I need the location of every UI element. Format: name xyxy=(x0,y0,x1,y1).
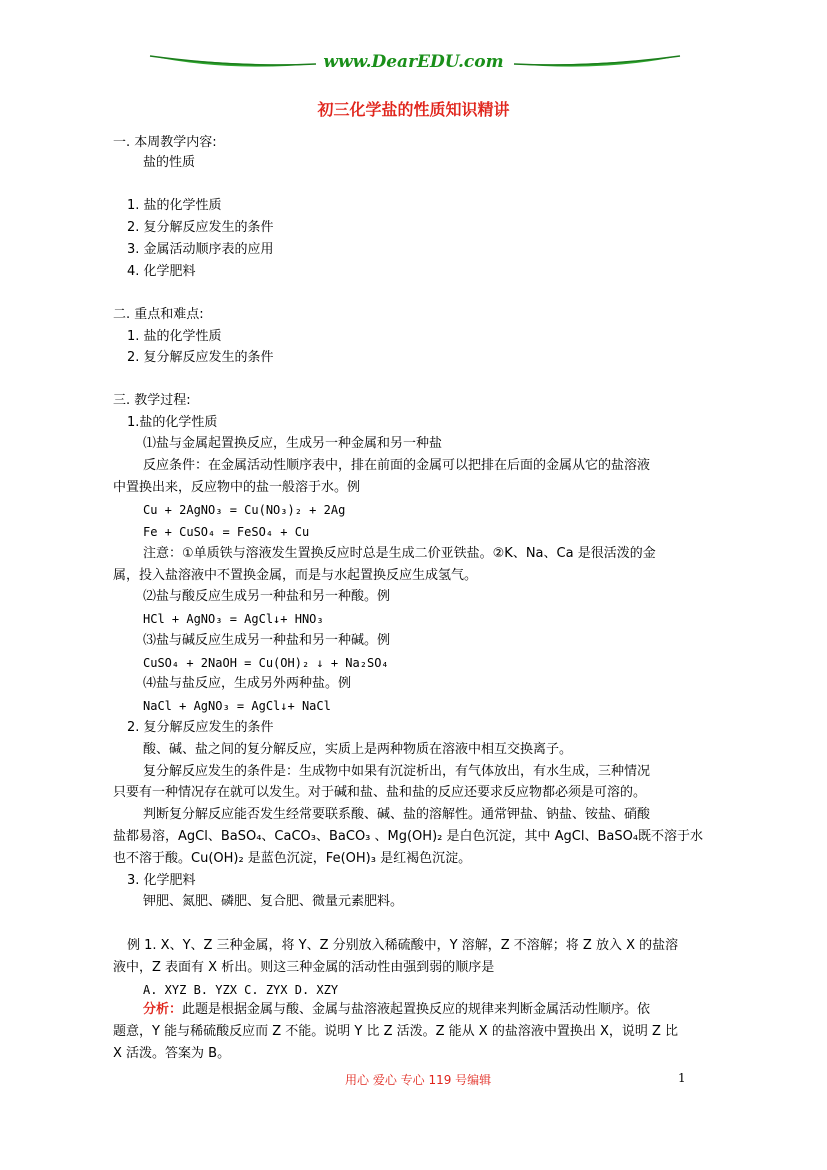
paragraph: ⑷盐与盐反应，生成另外两种盐。例 xyxy=(143,676,352,691)
paragraph: 反应条件：在金属活动性顺序表中，排在前面的金属可以把排在后面的金属从它的盐溶液 xyxy=(143,458,651,473)
subsection-title: 2. 复分解反应发生的条件 xyxy=(127,720,274,735)
paragraph: 只要有一种情况存在就可以发生。对于碱和盐、盐和盐的反应还要求反应物都必须是可溶的。 xyxy=(113,785,647,800)
section-1-heading: 一. 本周教学内容: xyxy=(113,135,217,150)
paragraph: 属，投入盐溶液中不置换金属，而是与水起置换反应生成氢气。 xyxy=(113,568,478,583)
paragraph: 判断复分解反应能否发生经常要联系酸、碱、盐的溶解性。通常钾盐、钠盐、铵盐、硝酸 xyxy=(143,807,651,822)
subsection-title: 3. 化学肥料 xyxy=(127,873,196,888)
example-question: 例 1. X、Y、Z 三种金属，将 Y、Z 分别放入稀硫酸中，Y 溶解，Z 不溶解；将 Z 放入 X 的盐溶 xyxy=(127,938,679,953)
equation: Cu + 2AgNO₃ = Cu(NO₃)₂ + 2Ag xyxy=(143,503,346,517)
list-item: 2. 复分解反应发生的条件 xyxy=(127,350,274,365)
footer-text: 用心 爱心 专心 119 号编辑 xyxy=(345,1073,492,1087)
list-item: 1. 盐的化学性质 xyxy=(127,198,222,213)
list-item: 1. 盐的化学性质 xyxy=(127,329,222,344)
analysis-label: 分析： xyxy=(143,1002,183,1017)
equation: Fe + CuSO₄ = FeSO₄ + Cu xyxy=(143,525,310,539)
page-title: 初三化学盐的性质知识精讲 xyxy=(317,100,510,119)
paragraph: 复分解反应发生的条件是：生成物中如果有沉淀析出，有气体放出，有水生成，三种情况 xyxy=(143,764,651,779)
paragraph: ⑴盐与金属起置换反应，生成另一种金属和另一种盐 xyxy=(143,436,443,451)
equation: CuSO₄ + 2NaOH = Cu(OH)₂ ↓ + Na₂SO₄ xyxy=(143,656,389,670)
site-header: www.DearEDU.com xyxy=(323,52,504,72)
section-1-topic: 盐的性质 xyxy=(143,155,196,170)
paragraph: X 活泼。答案为 B。 xyxy=(113,1046,231,1061)
subsection-title: 1.盐的化学性质 xyxy=(127,415,218,430)
example-analysis xyxy=(143,1000,650,1020)
equation: HCl + AgNO₃ = AgCl↓+ HNO₃ xyxy=(143,612,324,626)
example-options: A. XYZ B. YZX C. ZYX D. XZY xyxy=(143,983,339,997)
list-item: 3. 金属活动顺序表的应用 xyxy=(127,242,274,257)
paragraph: ⑵盐与酸反应生成另一种盐和另一种酸。例 xyxy=(143,589,391,604)
example-question: 液中，Z 表面有 X 析出。则这三种金属的活动性由强到弱的顺序是 xyxy=(113,960,495,975)
paragraph: 题意，Y 能与稀硫酸反应而 Z 不能。说明 Y 比 Z 活泼。Z 能从 X 的盐溶液中置换出 X，说明 Z 比 xyxy=(113,1024,679,1039)
page-number: 1 xyxy=(678,1071,686,1085)
list-item: 2. 复分解反应发生的条件 xyxy=(127,220,274,235)
paragraph: 盐都易溶，AgCl、BaSO₄、CaCO₃、BaCO₃ 、Mg(OH)₂ 是白色沉淀，其中 AgCl、BaSO₄既不溶于水 xyxy=(113,829,704,844)
list-item: 4. 化学肥料 xyxy=(127,264,196,279)
paragraph: 中置换出来，反应物中的盐一般溶于水。例 xyxy=(113,480,361,495)
equation: NaCl + AgNO₃ = AgCl↓+ NaCl xyxy=(143,699,331,713)
paragraph: 钾肥、氮肥、磷肥、复合肥、微量元素肥料。 xyxy=(143,894,404,909)
paragraph: 也不溶于酸。Cu(OH)₂ 是蓝色沉淀，Fe(OH)₃ 是红褐色沉淀。 xyxy=(113,851,472,866)
analysis-text: 此题是根据金属与酸、金属与盐溶液起置换反应的规律来判断金属活动性顺序。依 xyxy=(182,1002,651,1017)
paragraph: 酸、碱、盐之间的复分解反应，实质上是两种物质在溶液中相互交换离子。 xyxy=(143,742,573,757)
paragraph: ⑶盐与碱反应生成另一种盐和另一种碱。例 xyxy=(143,633,391,648)
section-2-heading: 二. 重点和难点: xyxy=(113,307,204,322)
section-3-heading: 三. 教学过程: xyxy=(113,393,191,408)
paragraph: 注意：①单质铁与溶液发生置换反应时总是生成二价亚铁盐。②K、Na、Ca 是很活泼的金 xyxy=(143,546,656,561)
